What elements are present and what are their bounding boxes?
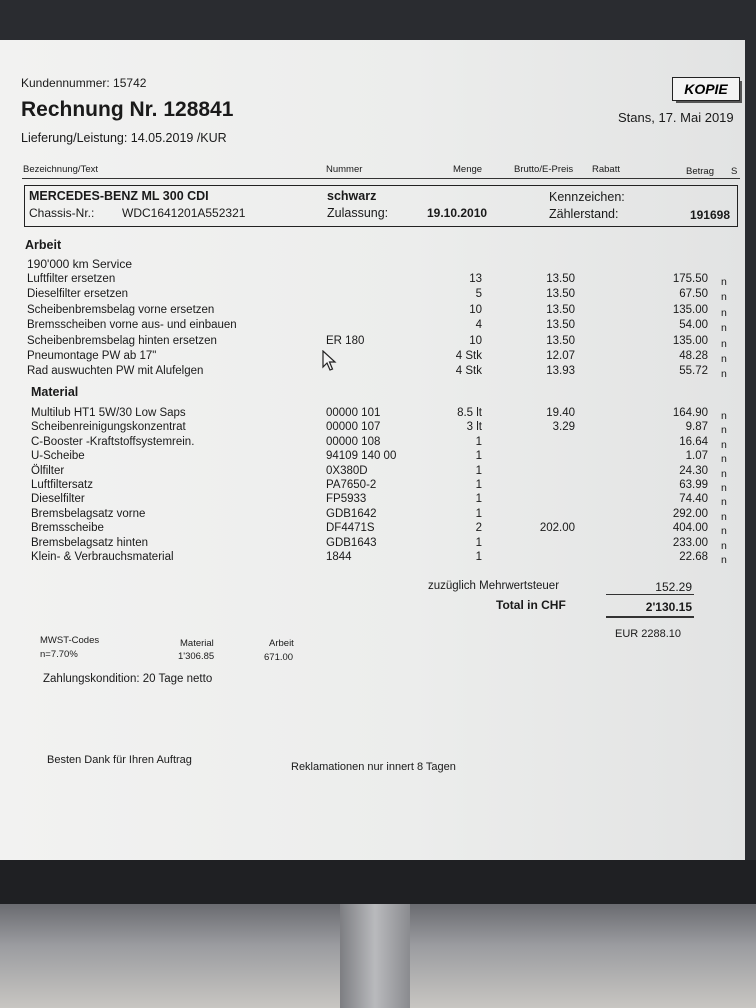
material-row-num: 00000 101 bbox=[326, 407, 381, 419]
labor-row-price: 13.50 bbox=[546, 319, 575, 332]
material-row-s: n bbox=[721, 525, 727, 538]
material-row-num: GDB1642 bbox=[326, 507, 377, 520]
material-row-qty: 1 bbox=[475, 450, 482, 463]
labor-row-qty: 10 bbox=[469, 303, 482, 316]
plate-label: Kennzeichen: bbox=[549, 190, 625, 204]
vat-amount: 152.29 bbox=[655, 580, 692, 594]
customer-number: Kundennummer: 15742 bbox=[21, 76, 147, 90]
eur-amount: EUR 2288.10 bbox=[615, 628, 682, 640]
footer-thanks: Besten Dank für Ihren Auftrag bbox=[47, 754, 192, 766]
material-row-qty: 1 bbox=[475, 536, 482, 549]
material-row-amount: 22.68 bbox=[679, 551, 708, 563]
labor-row-amount: 135.00 bbox=[672, 334, 708, 347]
labor-row-desc: Dieselfilter ersetzen bbox=[27, 288, 128, 301]
material-row-qty: 1 bbox=[475, 479, 482, 491]
material-row-desc: Klein- & Verbrauchsmaterial bbox=[31, 551, 174, 563]
copy-stamp: KOPIE bbox=[672, 77, 740, 101]
material-row-num: 94109 140 00 bbox=[326, 450, 397, 463]
material-row-amount: 1.07 bbox=[685, 450, 708, 463]
labor-row-qty: 4 Stk bbox=[455, 350, 482, 362]
material-row-s: n bbox=[721, 482, 727, 494]
material-row-desc: Dieselfilter bbox=[31, 493, 85, 506]
odometer-value: 191698 bbox=[689, 208, 730, 222]
vehicle-color: schwarz bbox=[327, 189, 377, 203]
monitor-bezel-top bbox=[0, 0, 756, 40]
material-row-qty: 2 bbox=[475, 522, 482, 535]
labor-row-amount: 175.50 bbox=[672, 273, 708, 285]
material-row-desc: Scheibenreinigungskonzentrat bbox=[31, 421, 186, 434]
material-row-num: 00000 107 bbox=[326, 421, 381, 434]
material-row-desc: Ölfilter bbox=[31, 464, 65, 477]
labor-row-s: n bbox=[721, 291, 727, 304]
material-row-amount: 24.30 bbox=[679, 464, 708, 477]
labor-row-qty: 4 bbox=[475, 319, 482, 332]
payment-terms: Zahlungskondition: 20 Tage netto bbox=[43, 673, 213, 685]
labor-row-desc: Scheibenbremsbelag hinten ersetzen bbox=[27, 334, 217, 347]
labor-row-desc: Scheibenbremsbelag vorne ersetzen bbox=[27, 303, 215, 316]
labor-row-price: 13.50 bbox=[546, 273, 575, 285]
labor-row-desc: Luftfilter ersetzen bbox=[27, 273, 116, 285]
material-row-qty: 1 bbox=[475, 435, 482, 448]
material-row-s: n bbox=[721, 554, 727, 566]
material-row-qty: 1 bbox=[475, 507, 482, 520]
labor-row-desc: Pneumontage PW ab 17" bbox=[27, 350, 157, 362]
invoice-title: Rechnung Nr. 128841 bbox=[21, 98, 234, 121]
chassis-label: Chassis-Nr.: bbox=[29, 206, 95, 220]
material-row-qty: 8.5 lt bbox=[457, 407, 482, 419]
monitor-bezel-bottom bbox=[0, 860, 756, 904]
labor-intro: 190'000 km Service bbox=[27, 257, 133, 271]
labor-heading: Arbeit bbox=[25, 238, 62, 252]
material-row-desc: U-Scheibe bbox=[31, 450, 85, 463]
col-qty: Menge bbox=[453, 164, 483, 175]
material-row-qty: 3 lt bbox=[466, 421, 482, 434]
material-row-desc: Multilub HT1 5W/30 Low Saps bbox=[31, 407, 186, 419]
labor-row-price: 12.07 bbox=[546, 350, 575, 362]
labor-row-amount: 55.72 bbox=[679, 365, 708, 378]
vat-codes-label: MWST-Codes bbox=[40, 635, 100, 646]
col-price: Brutto/E-Preis bbox=[514, 164, 574, 175]
labor-row-price: 13.50 bbox=[546, 334, 575, 347]
place-date: Stans, 17. Mai 2019 bbox=[618, 110, 734, 125]
delivery-info: Lieferung/Leistung: 14.05.2019 /KUR bbox=[21, 131, 227, 145]
registration-date: 19.10.2010 bbox=[427, 206, 488, 220]
material-row-num: 0X380D bbox=[326, 464, 368, 477]
labor-row-s: n bbox=[721, 368, 727, 381]
total-rule-bottom bbox=[606, 616, 694, 618]
material-row-num: FP5933 bbox=[326, 493, 367, 506]
material-row-amount: 74.40 bbox=[679, 493, 708, 506]
footer-claims: Reklamationen nur innert 8 Tagen bbox=[291, 761, 456, 773]
material-row-amount: 9.87 bbox=[685, 421, 708, 434]
material-row-s: n bbox=[721, 424, 727, 437]
material-row-amount: 233.00 bbox=[672, 536, 708, 549]
labor-row-desc: Rad auswuchten PW mit Alufelgen bbox=[27, 365, 204, 378]
material-row-qty: 1 bbox=[475, 551, 482, 563]
material-row-desc: C-Booster -Kraftstoffsystemrein. bbox=[31, 435, 195, 448]
total-label: Total in CHF bbox=[496, 598, 566, 612]
vat-material-label: Material bbox=[180, 638, 214, 649]
material-row-num: 1844 bbox=[326, 551, 352, 563]
material-row-price: 3.29 bbox=[552, 421, 575, 434]
vehicle-model: MERCEDES-BENZ ML 300 CDI bbox=[29, 189, 209, 203]
labor-row-amount: 67.50 bbox=[679, 288, 708, 301]
material-row-desc: Bremsscheibe bbox=[31, 522, 104, 535]
monitor-stand bbox=[340, 904, 410, 1008]
material-row-price: 202.00 bbox=[539, 522, 575, 535]
material-row-desc: Luftfiltersatz bbox=[31, 479, 93, 491]
col-discount: Rabatt bbox=[592, 164, 620, 175]
odometer-label: Zählerstand: bbox=[549, 207, 619, 221]
col-s: S bbox=[731, 166, 738, 177]
labor-row-qty: 5 bbox=[475, 288, 482, 301]
labor-row-s: n bbox=[721, 322, 727, 335]
col-amount: Betrag bbox=[686, 166, 714, 177]
material-row-qty: 1 bbox=[475, 464, 482, 477]
material-row-price: 19.40 bbox=[546, 407, 575, 419]
mouse-cursor-icon bbox=[322, 350, 338, 372]
labor-row-desc: Bremsscheiben vorne aus- und einbauen bbox=[27, 319, 237, 332]
material-heading: Material bbox=[31, 385, 79, 399]
material-row-qty: 1 bbox=[475, 493, 482, 506]
material-row-amount: 292.00 bbox=[672, 507, 708, 520]
labor-row-amount: 48.28 bbox=[679, 350, 708, 362]
total-rule-top bbox=[606, 594, 694, 595]
labor-row-price: 13.50 bbox=[546, 303, 575, 316]
material-row-s: n bbox=[721, 410, 727, 422]
vat-material-amount: 1'306.85 bbox=[178, 651, 215, 662]
material-row-s: n bbox=[721, 453, 727, 466]
material-row-num: 00000 108 bbox=[326, 435, 381, 448]
labor-row-price: 13.50 bbox=[546, 288, 575, 301]
labor-row-s: n bbox=[721, 276, 727, 288]
labor-row-qty: 10 bbox=[469, 334, 482, 347]
labor-row-s: n bbox=[721, 353, 727, 365]
labor-row-qty: 13 bbox=[469, 273, 482, 285]
material-row-s: n bbox=[721, 496, 727, 509]
material-row-amount: 164.90 bbox=[672, 407, 708, 419]
vat-rate: n=7.70% bbox=[40, 649, 78, 660]
material-row-s: n bbox=[721, 510, 727, 523]
total-amount: 2'130.15 bbox=[645, 600, 692, 614]
material-row-num: DF4471S bbox=[326, 522, 375, 535]
material-row-desc: Bremsbelagsatz vorne bbox=[31, 507, 146, 520]
material-row-s: n bbox=[721, 539, 727, 552]
labor-row-amount: 135.00 bbox=[672, 303, 708, 316]
material-row-amount: 16.64 bbox=[679, 435, 708, 448]
vat-labor-label: Arbeit bbox=[269, 638, 294, 649]
registration-label: Zulassung: bbox=[327, 206, 389, 220]
col-desc: Bezeichnung/Text bbox=[23, 164, 98, 175]
labor-row-price: 13.93 bbox=[546, 365, 575, 378]
labor-row-s: n bbox=[721, 337, 727, 350]
chassis-number: WDC1641201A552321 bbox=[122, 206, 246, 220]
labor-row-s: n bbox=[721, 306, 727, 319]
col-number: Nummer bbox=[326, 164, 363, 175]
vat-labor-amount: 671.00 bbox=[264, 652, 294, 663]
header-rule bbox=[22, 178, 740, 179]
labor-row-num: ER 180 bbox=[326, 334, 365, 347]
material-row-amount: 63.99 bbox=[679, 479, 708, 491]
material-row-num: GDB1643 bbox=[326, 536, 377, 549]
material-row-s: n bbox=[721, 438, 727, 451]
material-row-amount: 404.00 bbox=[672, 522, 708, 535]
labor-row-qty: 4 Stk bbox=[455, 365, 482, 378]
material-row-num: PA7650-2 bbox=[326, 479, 377, 491]
vat-label: zuzüglich Mehrwertsteuer bbox=[428, 580, 560, 592]
labor-row-amount: 54.00 bbox=[679, 319, 708, 332]
material-row-s: n bbox=[721, 467, 727, 480]
material-row-desc: Bremsbelagsatz hinten bbox=[31, 536, 148, 549]
